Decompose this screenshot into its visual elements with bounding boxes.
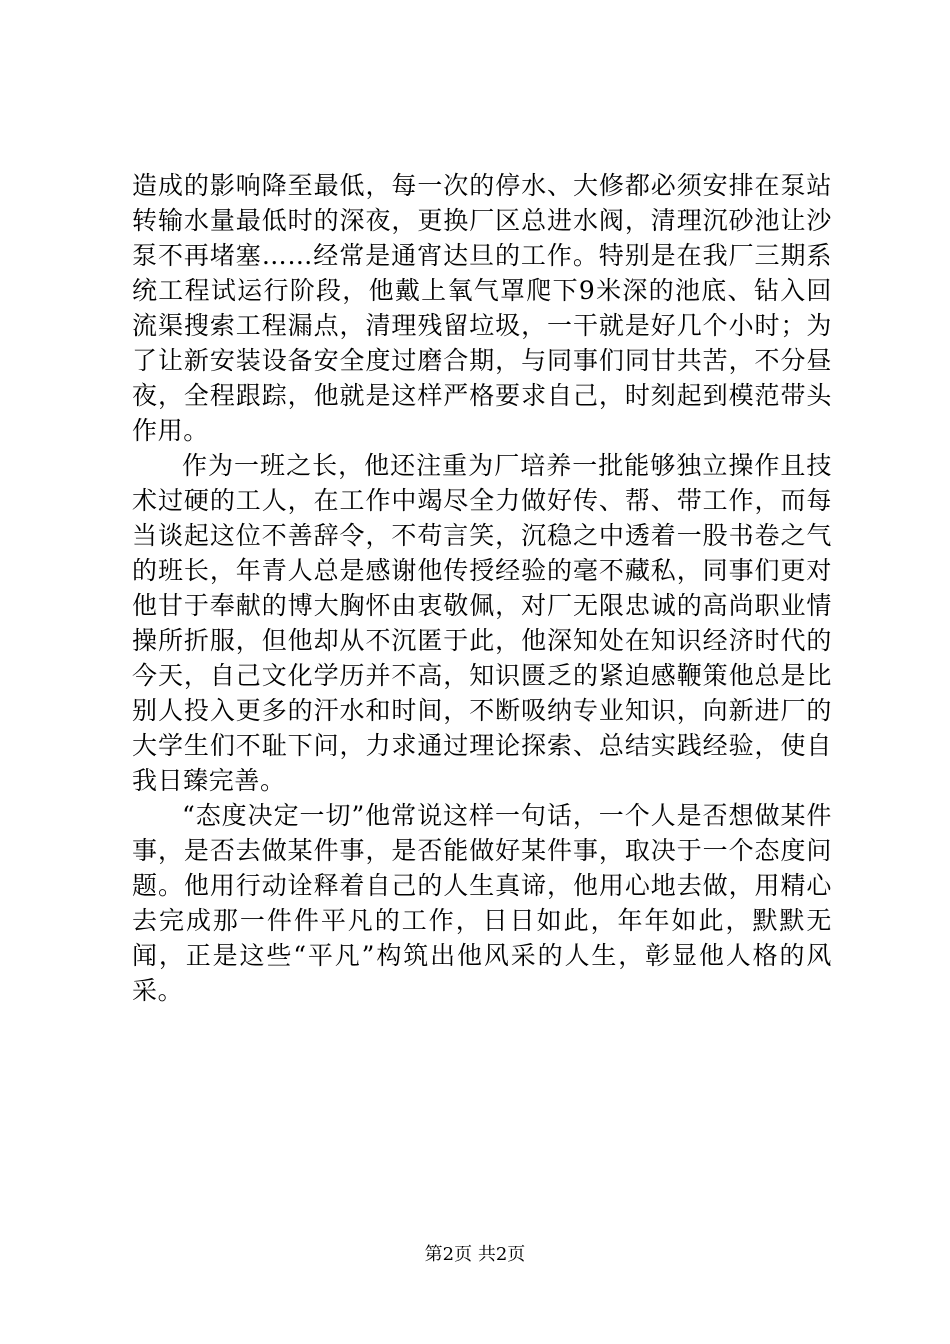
- paragraph-2: 作为一班之长，他还注重为厂培养一批能够独立操作且技术过硬的工人，在工作中竭尽全力做好传、帮、带工作，而每当谈起这位不善辞令，不苟言笑，沉稳之中透着一股书卷之气的班长，年青人总是感谢他传授经验的毫不藏私，同事们更对他甘于奉献的博大胸怀由衷敬佩，对厂无限忠诚的高尚职业情操所折服，但他却从不沉匿于此，他深知处在知识经济时代的今天，自己文化学历并不高，知识匮乏的紧迫感鞭策他总是比别人投入更多的汗水和时间，不断吸纳专业知识，向新进厂的大学生们不耻下问，力求通过理论探索、总结实践经验，使自我日臻完善。: [132, 451, 832, 795]
- paragraph-1: 造成的影响降至最低，每一次的停水、大修都必须安排在泵站转输水量最低时的深夜，更换厂区总进水阀，清理沉砂池让沙泵不再堵塞……经常是通宵达旦的工作。特别是在我厂三期系统工程试运行阶段，他戴上氧气罩爬下9米深的池底、钻入回流渠搜索工程漏点，清理残留垃圾，一干就是好几个小时；为了让新安装设备安全度过磨合期，与同事们同甘共苦，不分昼夜，全程跟踪，他就是这样严格要求自己，时刻起到模范带头作用。: [132, 171, 832, 445]
- page-footer: [0, 1243, 950, 1267]
- paragraph-3: “态度决定一切”他常说这样一句话，一个人是否想做某件事，是否去做某件事，是否能做好某件事，取决于一个态度问题。他用行动诠释着自己的人生真谛，他用心地去做，用精心去完成那一件件平凡的工作，日日如此，年年如此，默默无闻，正是这些“平凡”构筑出他风采的人生，彰显他人格的风采。: [132, 801, 832, 1005]
- page-number: 第2页 共2页: [424, 1244, 526, 1265]
- body-text: [132, 168, 832, 1008]
